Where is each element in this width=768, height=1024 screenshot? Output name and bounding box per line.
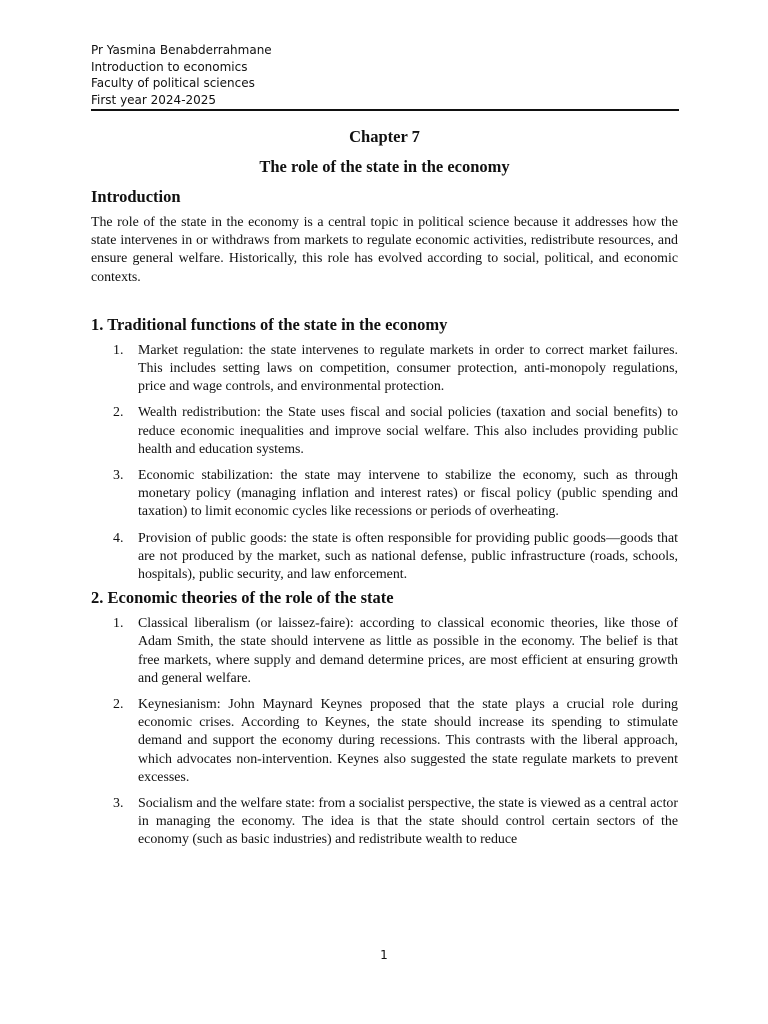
list-item-text: Classical liberalism (or laissez-faire): according to classical economic theories, like those of Adam Smith, the state should intervene as little as possible in the economy. The belief is that free markets, where supply and demand determine prices, are most efficient at ensuring growth and general welfare. — [138, 616, 678, 686]
header-author: Pr Yasmina Benabderrahmane — [91, 43, 272, 57]
chapter-label: Chapter 7 — [349, 127, 420, 146]
page-title: The role of the state in the economy — [259, 157, 510, 176]
list-item-number: 2. — [113, 697, 124, 713]
intro-paragraph: The role of the state in the economy is a central topic in political science because it addresses how the state intervenes in or withdraws from markets to regulate economic activities, redistribute resources, and ensure general welfare. Historically, this role has evolved according to social, political, and economic contexts. — [91, 215, 678, 285]
document-body — [91, 124, 678, 850]
header-faculty: Faculty of political sciences — [91, 76, 255, 91]
section1-list — [91, 342, 678, 584]
list-item-text: Market regulation: the state intervenes to regulate markets in order to correct market failures. This includes setting laws on competition, consumer protection, anti-monopoly regulations, price and wage controls, and environmental protection. — [138, 342, 678, 395]
section1-heading: 1. Traditional functions of the state in the economy — [91, 314, 448, 334]
list-item-number: 1. — [113, 616, 124, 632]
intro-heading: Introduction — [91, 187, 181, 206]
list-item — [91, 696, 678, 787]
list-item — [91, 404, 678, 459]
section2-list — [91, 615, 678, 849]
list-item — [91, 342, 678, 397]
list-item-text: Wealth redistribution: the State uses fiscal and social policies (taxation and social benefits) to reduce economic inequalities and improve social welfare. This also includes providing public health and education systems. — [138, 405, 678, 457]
section2-heading: 2. Economic theories of the role of the state — [91, 588, 394, 608]
page-header — [91, 42, 681, 109]
list-item-number: 3. — [113, 796, 124, 812]
list-item-text: Socialism and the welfare state: from a socialist perspective, the state is viewed as a central actor in managing the economy. The idea is that the state should control certain sectors of the economy (such as basic industries) and redistribute wealth to reduce — [138, 796, 678, 848]
list-item-text: Provision of public goods: the state is often responsible for providing public goods—goods that are not produced by the market, such as national defense, public infrastructure (roads, schools, hospitals), public security, and law enforcement. — [138, 530, 678, 583]
list-item-number: 1. — [113, 342, 124, 358]
header-course: Introduction to economics — [91, 59, 248, 74]
list-item — [91, 467, 678, 522]
header-divider — [91, 109, 679, 111]
list-item — [91, 795, 678, 850]
list-item-number: 3. — [113, 468, 124, 484]
header-year: First year 2024-2025 — [91, 93, 217, 108]
list-item-text: Keynesianism: John Maynard Keynes proposed that the state plays a crucial role during economic crises. According to Keynes, the state should increase its spending to stimulate demand and support the economy during recessions. This contrasts with the liberal approach, which advocates non-intervention. Keynes also suggested the state regulate markets to prevent excesses. — [138, 697, 678, 785]
list-item — [91, 530, 678, 585]
page-number: 1 — [380, 948, 388, 962]
list-item-number: 4. — [113, 530, 124, 546]
list-item — [91, 615, 678, 688]
list-item-number: 2. — [113, 405, 124, 421]
list-item-text: Economic stabilization: the state may intervene to stabilize the economy, such as through monetary policy (managing inflation and interest rates) or fiscal policy (public spending and taxation) to limit economic cycles like recessions or periods of overheating. — [138, 468, 678, 520]
